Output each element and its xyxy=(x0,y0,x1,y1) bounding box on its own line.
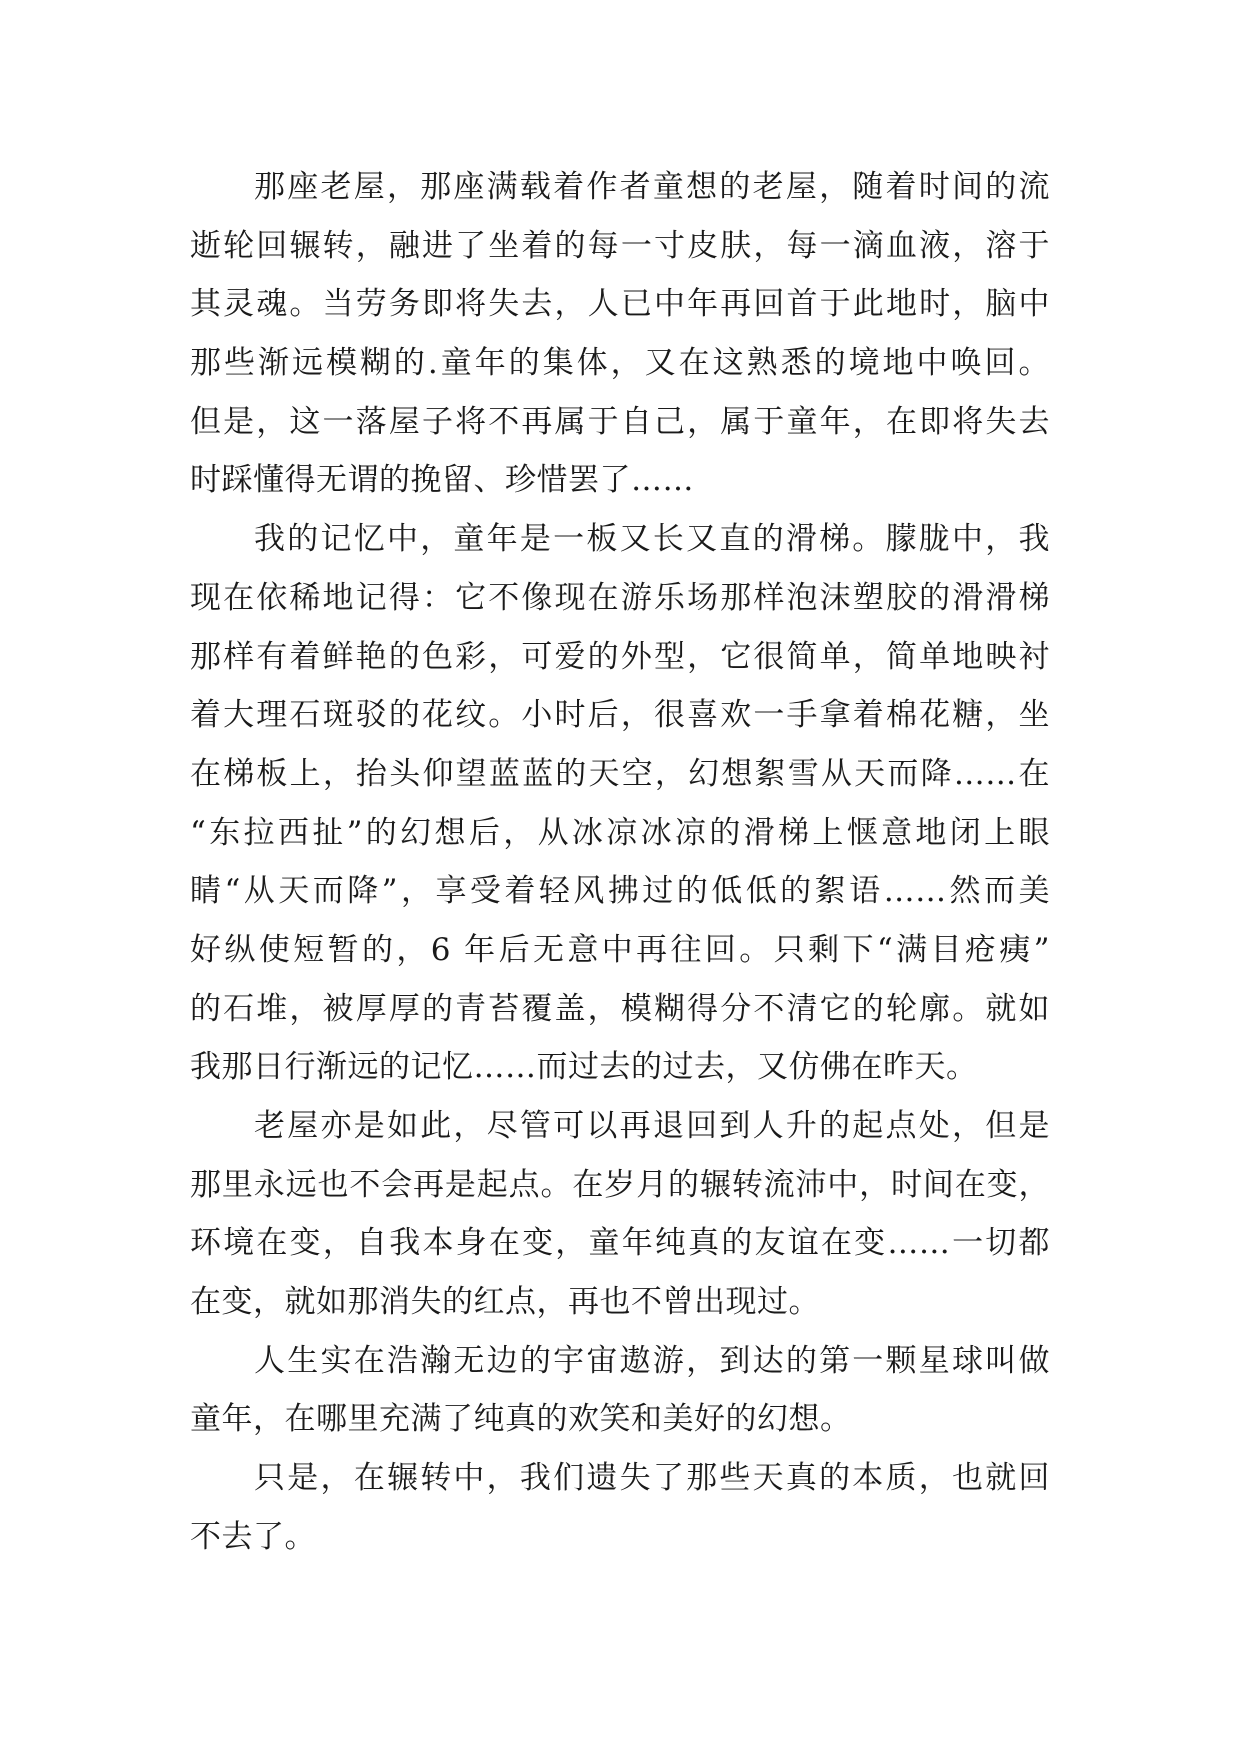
text-line: 那座老屋，那座满载着作者童想的老屋，随着时间的流 xyxy=(254,169,1050,205)
paragraph xyxy=(190,158,1050,510)
text-line: 在变，就如那消失的红点，再也不曾出现过。 xyxy=(190,1284,820,1321)
paragraph xyxy=(190,1449,1050,1566)
text-line: 时踩懂得无谓的挽留、珍惜罢了…… xyxy=(190,462,694,499)
text-line: 老屋亦是如此，尽管可以再退回到人升的起点处，但是 xyxy=(254,1108,1050,1144)
text-line: 我那日行渐远的记忆……而过去的过去，又仿佛在昨天。 xyxy=(190,1049,978,1086)
text-line: 但是，这一落屋子将不再属于自己，属于童年，在即将失去 xyxy=(190,403,1050,440)
paragraph xyxy=(190,1332,1050,1449)
text-line: 逝轮回辗转，融进了坐着的每一寸皮肤，每一滴血液，溶于 xyxy=(190,227,1050,264)
document-body xyxy=(190,158,1050,1567)
text-line: 我的记忆中，童年是一板又长又直的滑梯。朦胧中，我 xyxy=(254,521,1050,558)
text-line: 环境在变，自我本身在变，童年纯真的友谊在变……一切都 xyxy=(190,1225,1050,1262)
text-line: 的石堆，被厚厚的青苔覆盖，模糊得分不清它的轮廓。就如 xyxy=(190,990,1050,1027)
text-line: 其灵魂。当劳务即将失去，人已中年再回首于此地时，脑中 xyxy=(190,286,1050,323)
text-line: 现在依稀地记得：它不像现在游乐场那样泡沫塑胶的滑滑梯 xyxy=(190,579,1050,616)
text-line: 着大理石斑驳的花纹。小时后，很喜欢一手拿着棉花糖，坐 xyxy=(190,697,1050,734)
text-line: 在梯板上，抬头仰望蓝蓝的天空，幻想絮雪从天而降……在 xyxy=(190,755,1050,792)
text-line: 睛“从天而降”，享受着轻风拂过的低低的絮语……然而美 xyxy=(190,873,1050,910)
text-line: 那些渐远模糊的.童年的集体，又在这熟悉的境地中唤回。 xyxy=(190,345,1050,382)
text-line: 不去了。 xyxy=(190,1518,316,1555)
text-line: 人生实在浩瀚无边的宇宙遨游，到达的第一颗星球叫做 xyxy=(254,1342,1050,1379)
text-line: 童年，在哪里充满了纯真的欢笑和美好的幻想。 xyxy=(190,1401,852,1438)
text-line: 好纵使短暂的，6 年后无意中再往回。只剩下“满目疮痍” xyxy=(190,931,1050,968)
text-line: 只是，在辗转中，我们遗失了那些天真的本质，也就回 xyxy=(254,1460,1050,1497)
paragraph xyxy=(190,1097,1050,1332)
text-line: 那里永远也不会再是起点。在岁月的辗转流沛中，时间在变， xyxy=(190,1166,1050,1203)
paragraph xyxy=(190,510,1050,1097)
text-line: “东拉西扯”的幻想后，从冰凉冰凉的滑梯上惬意地闭上眼 xyxy=(190,814,1050,851)
text-line: 那样有着鲜艳的色彩，可爱的外型，它很简单，简单地映衬 xyxy=(190,638,1050,675)
